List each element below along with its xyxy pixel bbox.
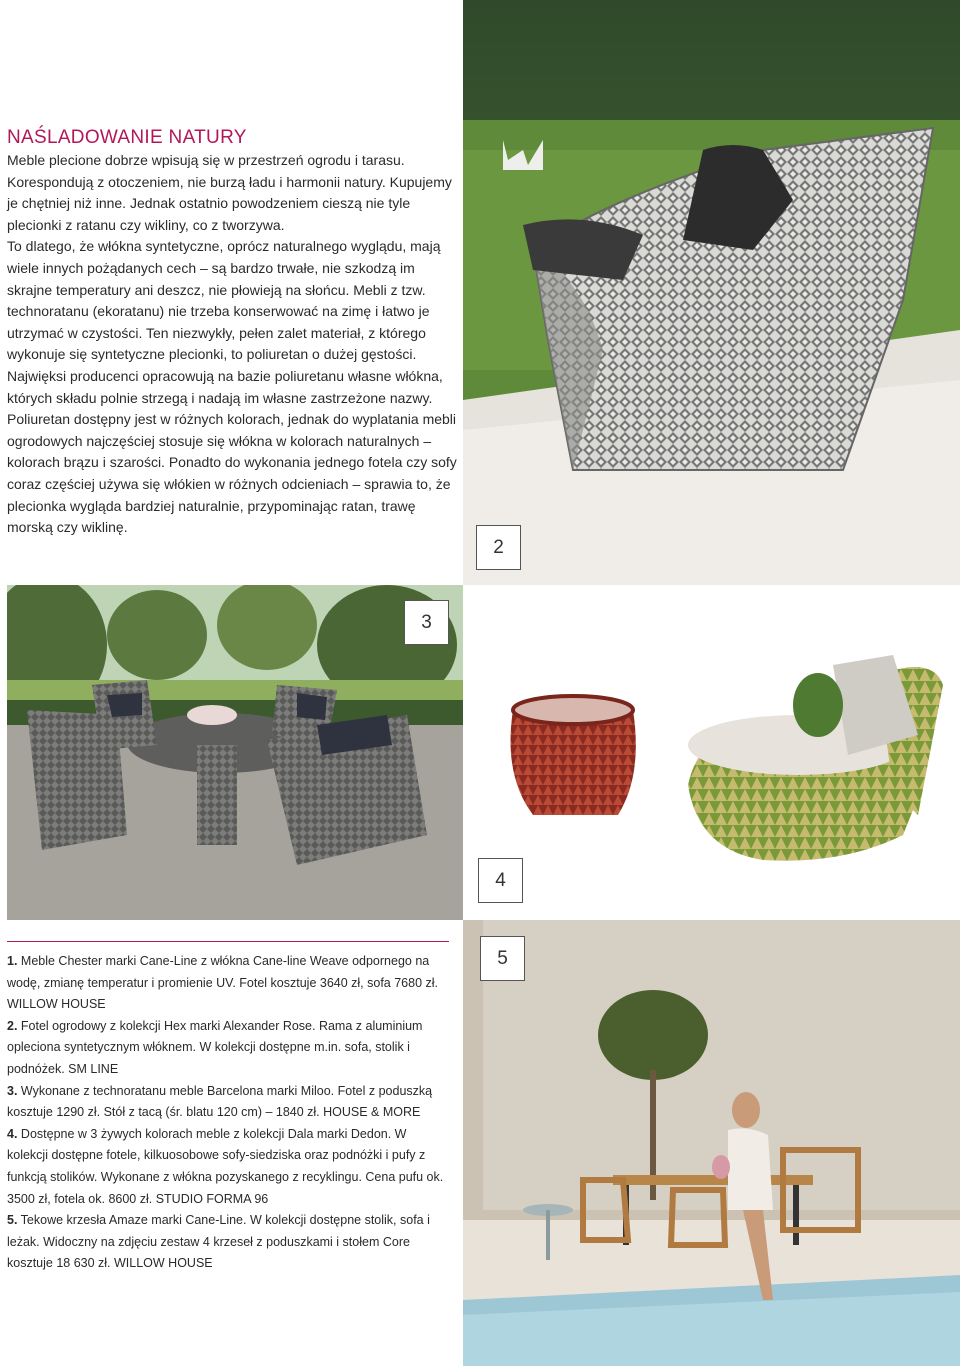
caption-4-text: Dostępne w 3 żywych kolorach meble z kolekcji Dala marki Dedon. W kolekcji dostępne fotele, kilkuosobowe sofy-siedziska oraz podnóżki i pufy z funkcją stolików. Wykonane z włókna pozyskanego z recyklingu. Cena pufu ok. 3500 zł, fotela ok. 8600 zł. STUDIO FORMA 96 [7,1126,444,1206]
caption-2-number: 2. [7,1018,18,1033]
caption-1-number: 1. [7,954,18,968]
photo-number-4: 4 [478,858,523,903]
caption-3-number: 3. [7,1083,18,1098]
photo-number-2: 2 [476,525,521,570]
photo-number-3: 3 [404,600,449,645]
photo-captions [7,951,447,1275]
caption-3 [7,1081,447,1124]
intro-text [7,150,459,539]
photo-hex-armchair [463,0,960,585]
photo-number-5: 5 [480,936,525,981]
caption-4-number: 4. [7,1126,18,1141]
caption-2 [7,1016,447,1081]
intro-paragraph-main: To dlatego, że włókna syntetyczne, oprócz naturalnego wyglądu, mają wiele innych pożądanych cech – są bardzo trwałe, nie szkodzą im skrajne temperatury ani deszcz, nie płowieją na słońcu. Mebli z tzw. technoratanu (ekoratanu) nie trzeba konserwować na zimę i łatwo je utrzymać w czystości. Ten niezwykły, pełen zalet materiał, z którego wykonuje się syntetyczne plecionki, to poliuretan o dużej gęstości. Najwięksi producenci opracowują na bazie poliuretanu własne włókna, których składu polnie strzegą i nadają im własne zastrzeżone nazwy. Poliuretan dostępny jest w różnych kolorach, jednak do wyplatania mebli ogrodowych najczęściej stosuje się włókna w kolorach naturalnych – kolorach brązu i szarości. Ponadto do wykonania jednego fotela czy sofy coraz częściej używa się włókien w różnych odcieniach – sprawia to, że plecionka wygląda bardziej naturalnie, przypominając ratan, trawę morską czy wiklinę. [7,238,457,536]
caption-5-number: 5. [7,1213,18,1228]
caption-1 [7,951,447,1016]
caption-3-text: Wykonane z technoratanu meble Barcelona marki Miloo. Fotel z poduszką kosztuje 1290 zł. Stół z tacą (śr. blatu 120 cm) – 1840 zł. HOUSE & MORE [7,1083,433,1120]
caption-4 [7,1124,447,1210]
caption-2-text: Fotel ogrodowy z kolekcji Hex marki Alexander Rose. Rama z aluminium opleciona syntetycznym włóknem. W kolekcji dostępne m.in. sofa, stolik i podnóżek. SM LINE [7,1018,423,1076]
section-heading: NAŚLADOWANIE NATURY [7,127,247,148]
captions-divider [7,941,449,942]
photo-barcelona-dining-set [7,585,463,920]
caption-1-text: Meble Chester marki Cane-Line z włókna Cane-line Weave odpornego na wodę, zmianę temperatur i promienie UV. Fotel kosztuje 3640 zł, sofa 7680 zł. WILLOW HOUSE [7,954,439,1012]
caption-5 [7,1210,447,1275]
photo-dala-pouf-and-chair [463,585,960,920]
intro-paragraph-lead: Meble plecione dobrze wpisują się w przestrzeń ogrodu i tarasu. Korespondują z otoczeniem, nie burzą ładu i harmonii natury. Kupujemy je chętniej niż inne. Jednak ostatnio powodzeniem cieszą nie tyle plecionki z ratanu czy wikliny, co z tworzywa. [7,152,452,233]
photo-amaze-chairs [463,920,960,1366]
caption-5-text: Tekowe krzesła Amaze marki Cane-Line. W kolekcji dostępne stolik, sofa i leżak. Widoczny na zdjęciu zestaw 4 krzeseł z poduszkami i stołem Core kosztuje 18 630 zł. WILLOW HOUSE [7,1213,430,1271]
